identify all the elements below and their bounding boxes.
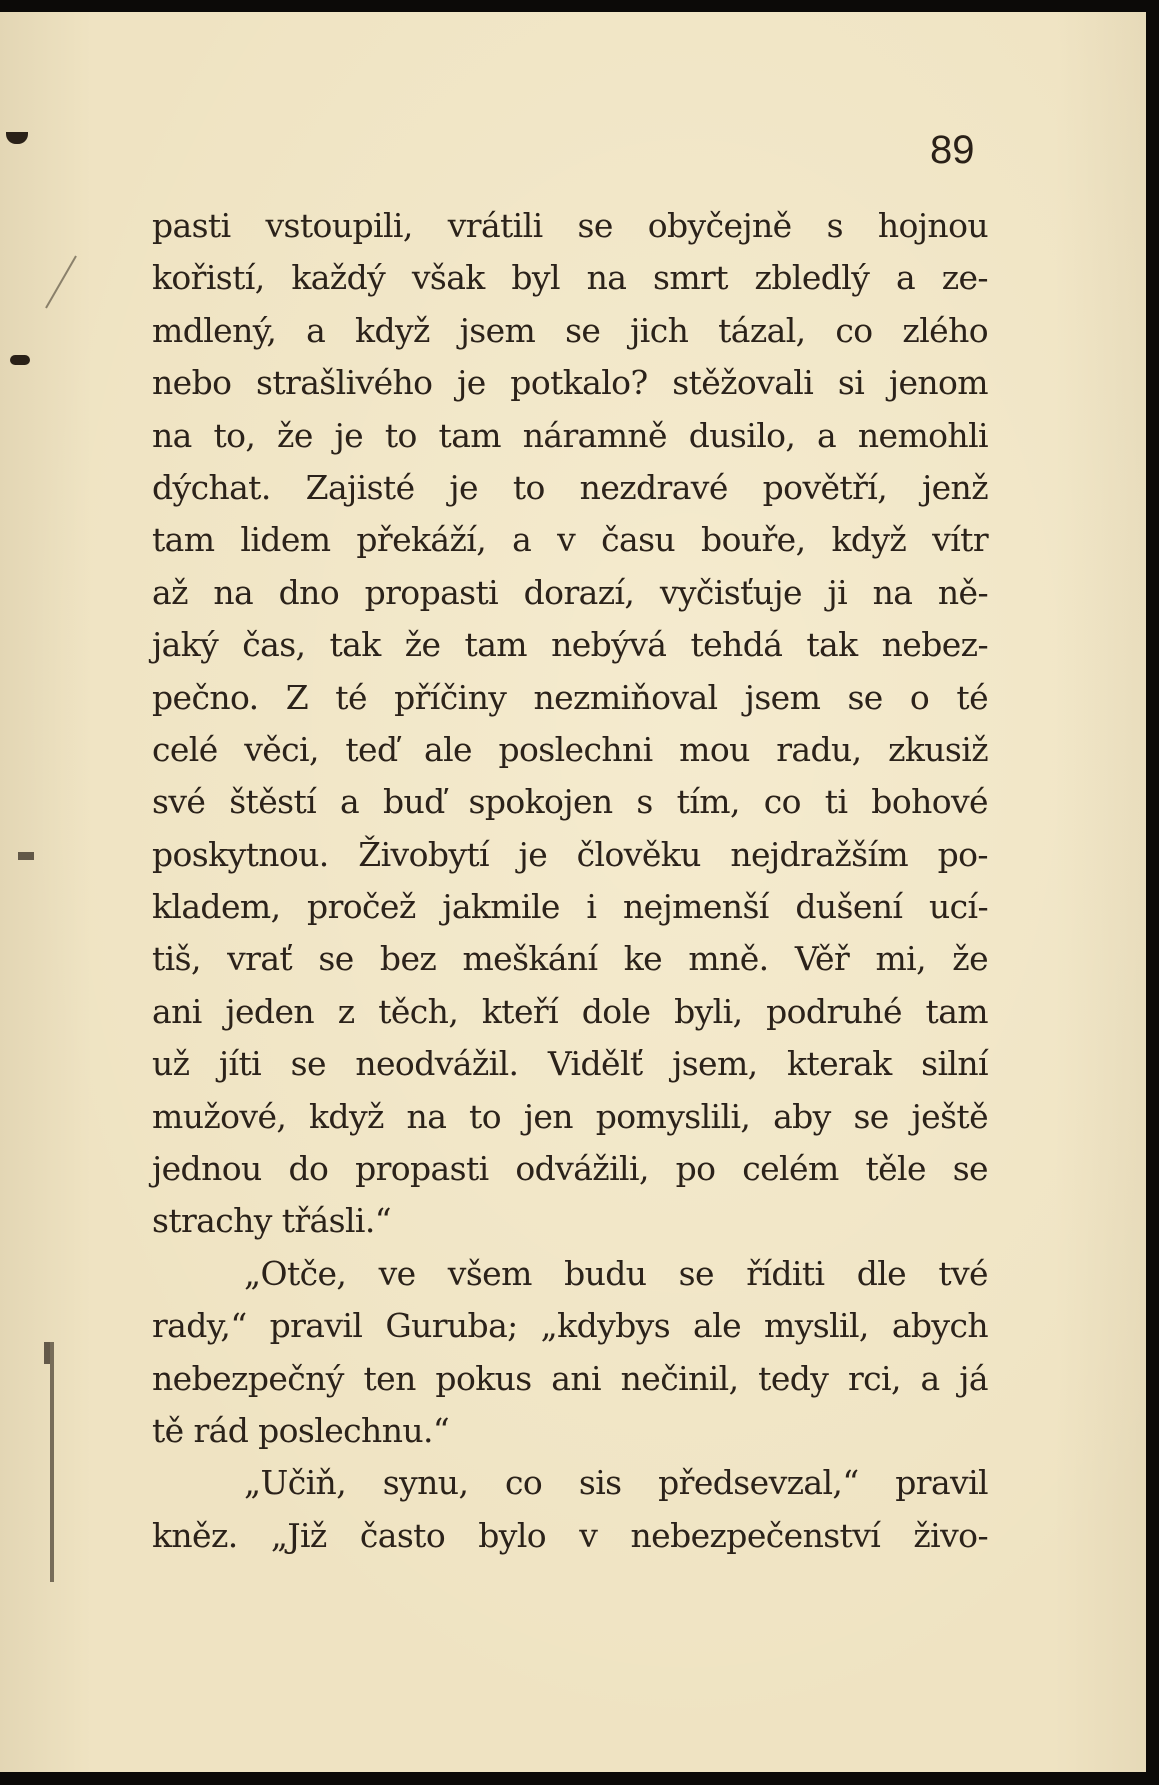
text-line: celé věci, teď ale poslechni mou radu, zkusiž bbox=[152, 729, 988, 769]
text-line: nebezpečný ten pokus ani nečinil, tedy rci, a já bbox=[152, 1358, 988, 1398]
text-line: jednou do propasti odvážili, po celém těle se bbox=[152, 1149, 988, 1189]
text-line: své štěstí a buď spokojen s tím, co ti bohové bbox=[152, 782, 988, 822]
text-line: kořistí, každý však byl na smrt zbledlý a ze- bbox=[152, 258, 988, 298]
text-line: „Učiň, synu, co sis předsevzal,“ pravil bbox=[244, 1463, 988, 1503]
body-text bbox=[152, 200, 988, 1562]
text-line: už jíti se neodvážil. Vidělť jsem, kterak silní bbox=[152, 1044, 988, 1084]
text-line: rady,“ pravil Guruba; „kdybys ale myslil, abych bbox=[152, 1306, 988, 1346]
text-line: jaký čas, tak že tam nebývá tehdá tak nebez- bbox=[152, 625, 988, 665]
book-page bbox=[0, 12, 1146, 1772]
text-line: až na dno propasti dorazí, vyčisťuje ji na ně- bbox=[152, 572, 988, 612]
text-line: tě rád poslechnu.“ bbox=[152, 1410, 450, 1450]
text-line: mdlený, a když jsem se jich tázal, co zlého bbox=[152, 310, 988, 350]
text-line: dýchat. Zajisté je to nezdravé povětří, jenž bbox=[152, 467, 988, 507]
text-line: pasti vstoupili, vrátili se obyčejně s hojnou bbox=[152, 206, 988, 245]
binding-edge-marks bbox=[0, 12, 80, 1772]
text-line: tam lidem překáží, a v času bouře, když vítr bbox=[152, 520, 988, 560]
text-line: „Otče, ve všem budu se říditi dle tvé bbox=[244, 1253, 988, 1293]
page-number: 89 bbox=[930, 128, 975, 172]
text-line: mužové, když na to jen pomyslili, aby se ještě bbox=[152, 1096, 988, 1136]
text-line: strachy třásli.“ bbox=[152, 1201, 392, 1241]
text-line: kladem, pročež jakmile i nejmenší dušení ucí- bbox=[152, 887, 988, 927]
text-line: poskytnou. Živobytí je člověku nejdražším po- bbox=[152, 834, 988, 874]
text-line: ani jeden z těch, kteří dole byli, podruhé tam bbox=[152, 991, 988, 1031]
text-line: pečno. Z té příčiny nezmiňoval jsem se o té bbox=[152, 677, 988, 717]
text-line: nebo strašlivého je potkalo? stěžovali si jenom bbox=[152, 363, 988, 403]
text-line: tiš, vrať se bez meškání ke mně. Věř mi, že bbox=[152, 939, 988, 979]
text-line: na to, že je to tam náramně dusilo, a nemohli bbox=[152, 415, 988, 455]
text-line: kněz. „Již často bylo v nebezpečenství živo- bbox=[152, 1515, 988, 1555]
